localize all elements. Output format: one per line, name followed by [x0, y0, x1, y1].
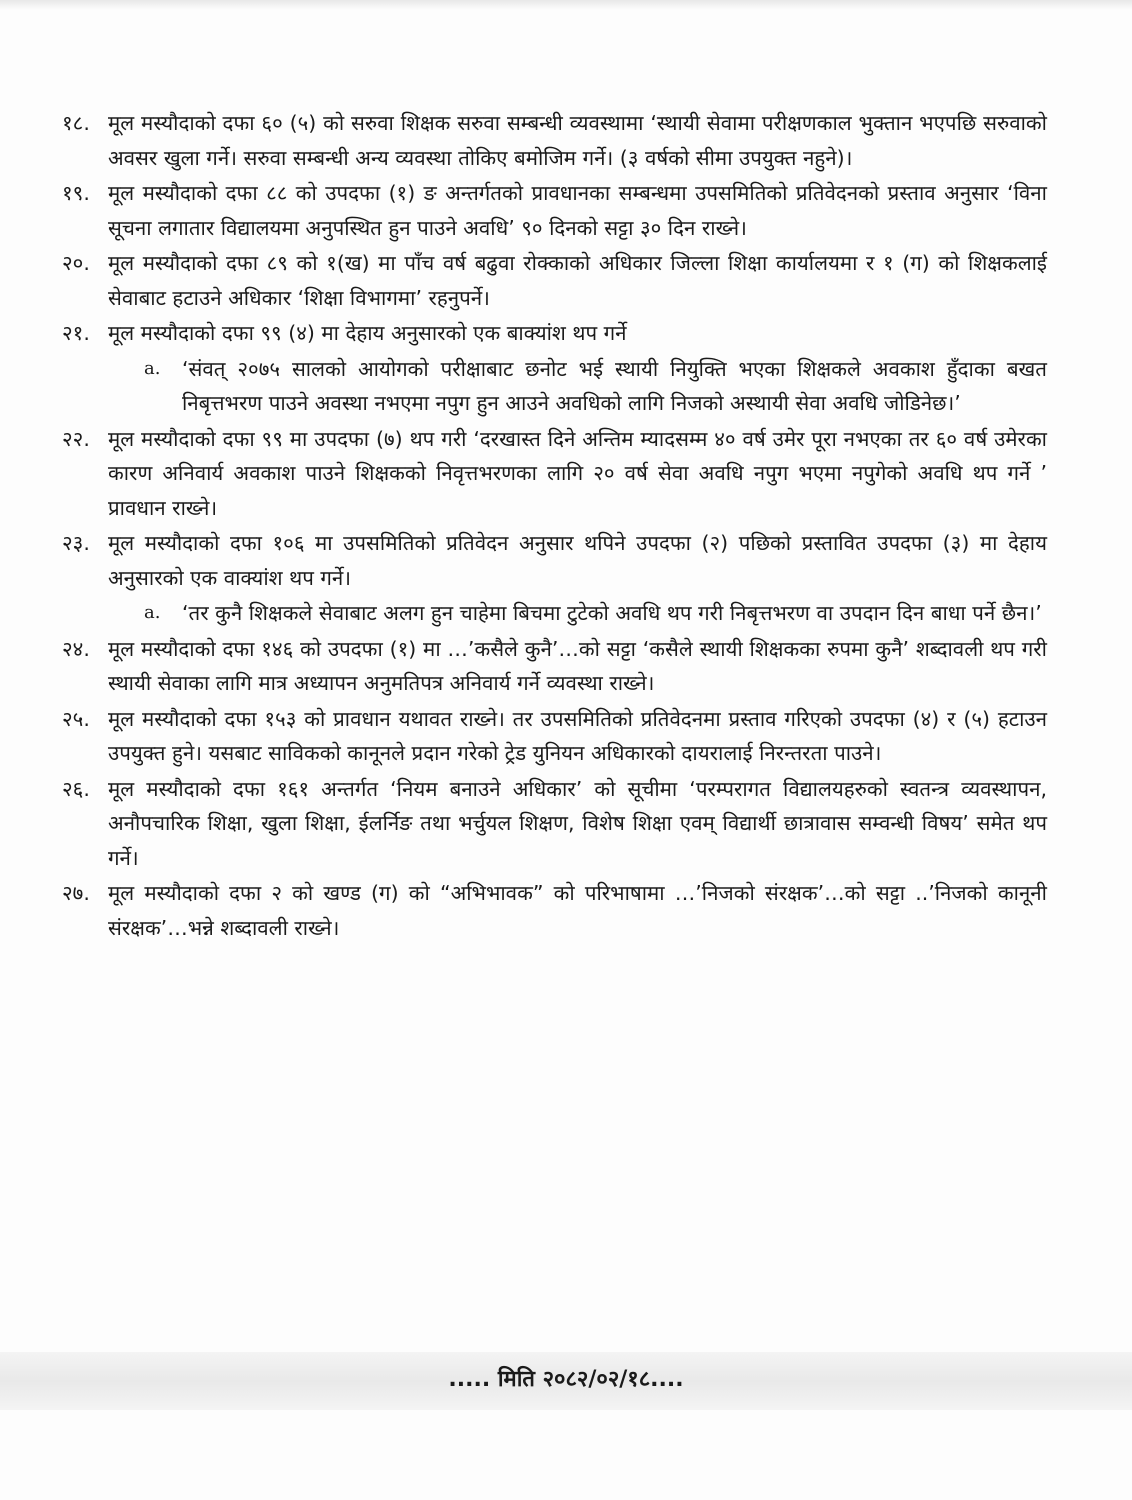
clause-text: मूल मस्यौदाको दफा ९९ (४) मा देहाय अनुसारको एक बाक्यांश थप गर्ने	[108, 321, 627, 345]
clause-text: मूल मस्यौदाको दफा ८९ को १(ख) मा पाँच वर्ष बढुवा रोक्काको अधिकार जिल्ला शिक्षा कार्यालयमा र १ (ग) को शिक्षकलाई सेवाबाट हटाउने अधिकार ‘शिक्षा विभागमा’ रहनुपर्ने।	[108, 251, 1047, 310]
clause-text: मूल मस्यौदाको दफा ८८ को उपदफा (१) ङ अन्तर्गतको प्रावधानका सम्बन्धमा उपसमितिको प्रतिवेदनको प्रस्ताव अनुसार ‘विना सूचना लगातार विद्यालयमा अनुपस्थित हुन पाउने अवधि’ ९० दिनको सट्टा ३० दिन राख्ने।	[108, 181, 1047, 240]
clause-text: मूल मस्यौदाको दफा १४६ को उपदफा (१) मा …’कसैले कुनै’…को सट्टा ‘कसैले स्थायी शिक्षकका रुपमा कुनै’ शब्दावली थप गरी स्थायी सेवाका लागि मात्र अध्यापन अनुमतिपत्र अनिवार्य गर्ने व्यवस्था राख्ने।	[108, 636, 1047, 695]
clause-number: २७.	[62, 881, 90, 905]
clause-24	[62, 632, 1047, 701]
clause-text: मूल मस्यौदाको दफा २ को खण्ड (ग) को “अभिभावक” को परिभाषामा …’निजको संरक्षक’…को सट्टा ..’निजको कानूनी संरक्षक’…भन्ने शब्दावली राख्ने।	[108, 881, 1047, 940]
page-edge-shadow	[0, 0, 1132, 10]
clause-text: मूल मस्यौदाको दफा ९९ मा उपदफा (७) थप गरी ‘दरखास्त दिने अन्तिम म्यादसम्म ४० वर्ष उमेर पूरा नभएका तर ६० वर्ष उमेरका कारण अनिवार्य अवकाश पाउने शिक्षकको निवृत्तभरणका लागि २० वर्ष सेवा अवधि नपुग भएमा नपुगेको अवधि थप गर्ने ’ प्रावधान राख्ने।	[108, 426, 1047, 520]
clause-26	[62, 772, 1047, 876]
clause-number: २५.	[62, 706, 90, 731]
document-body	[62, 106, 1047, 946]
clause-number: २३.	[62, 531, 90, 555]
clause-23-subitem-a	[62, 596, 1047, 631]
subitem-marker: a.	[144, 602, 161, 623]
clause-number: २०.	[62, 251, 90, 275]
clause-text: मूल मस्यौदाको दफा १५३ को प्रावधान यथावत राख्ने। तर उपसमितिको प्रतिवेदनमा प्रस्ताव गरिएको उपदफा (४) र (५) हटाउन उपयुक्त हुने। यसबाट साविकको कानूनले प्रदान गरेको ट्रेड युनियन अधिकारको दायरालाई निरन्तरता पाउने।	[108, 706, 1047, 765]
clause-21	[62, 316, 1047, 351]
clause-number: २६.	[62, 776, 90, 801]
clause-21-subitem-a	[62, 352, 1047, 421]
clause-18	[62, 106, 1047, 175]
clause-22	[62, 422, 1047, 526]
subitem-text: ‘संवत् २०७५ सालको आयोगको परीक्षाबाट छनोट भई स्थायी नियुक्ति भएका शिक्षकले अवकाश हुँदाका बखत निबृत्तभरण पाउने अवस्था नभएमा नपुग हुन आउने अवधिको लागि निजको अस्थायी सेवा अवधि जोडिनेछ।’	[182, 356, 1047, 415]
clause-number: १९.	[62, 181, 90, 205]
clause-text: मूल मस्यौदाको दफा १०६ मा उपसमितिको प्रतिवेदन अनुसार थपिने उपदफा (२) पछिको प्रस्तावित उपदफा (३) मा देहाय अनुसारको एक वाक्यांश थप गर्ने।	[108, 531, 1047, 590]
clause-25	[62, 702, 1047, 771]
clause-number: २४.	[62, 636, 90, 661]
clause-text: मूल मस्यौदाको दफा ६० (५) को सरुवा शिक्षक सरुवा सम्बन्धी व्यवस्थामा ‘स्थायी सेवामा परीक्षणकाल भुक्तान भएपछि सरुवाको अवसर खुला गर्ने। सरुवा सम्बन्धी अन्य व्यवस्था तोकिए बमोजिम गर्ने। (३ वर्षको सीमा उपयुक्त नहुने)।	[108, 111, 1047, 170]
clause-23	[62, 526, 1047, 595]
subitem-marker: a.	[144, 357, 161, 379]
clause-number: २२.	[62, 426, 90, 451]
clause-number: १८.	[62, 111, 90, 135]
clause-27	[62, 876, 1047, 945]
clause-20	[62, 246, 1047, 315]
subitem-text: ‘तर कुनै शिक्षकले सेवाबाट अलग हुन चाहेमा बिचमा टुटेको अवधि थप गरी निबृत्तभरण वा उपदान दिन बाधा पर्ने छैन।’	[182, 601, 1042, 625]
clause-19	[62, 176, 1047, 245]
footer-date: ..... मिति २०८२/०२/१८....	[448, 1367, 684, 1392]
clause-number: २१.	[62, 321, 90, 345]
clause-text: मूल मस्यौदाको दफा १६१ अन्तर्गत ‘नियम बनाउने अधिकार’ को सूचीमा ‘परम्परागत विद्यालयहरुको स्वतन्त्र व्यवस्थापन, अनौपचारिक शिक्षा, खुला शिक्षा, ईलर्निङ तथा भर्चुयल शिक्षण, विशेष शिक्षा एवम् विद्यार्थी छात्रावास सम्वन्धी विषय’ समेत थप गर्ने।	[108, 776, 1047, 870]
